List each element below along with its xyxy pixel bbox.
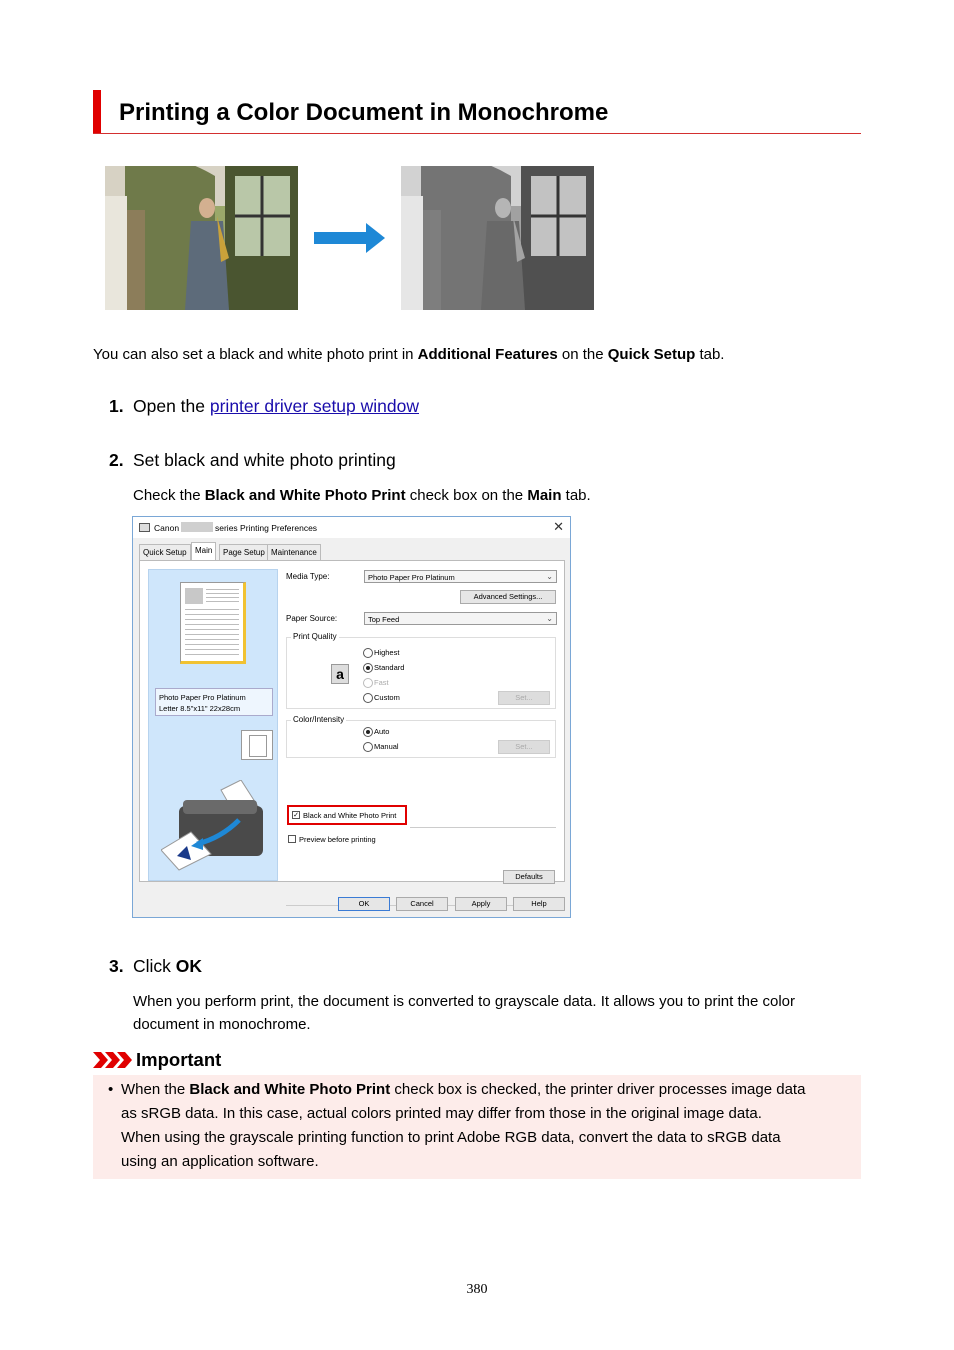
print-quality-icon: a bbox=[331, 664, 349, 684]
color-set-button[interactable]: Set... bbox=[498, 740, 550, 754]
chevron-down-icon: ⌄ bbox=[546, 614, 553, 623]
printing-preferences-dialog bbox=[132, 516, 571, 918]
checkmark-icon: ✓ bbox=[293, 812, 299, 819]
tab-maintenance[interactable]: Maintenance bbox=[267, 544, 321, 560]
paper-orientation-icon bbox=[241, 730, 273, 760]
step-3-detail: When you perform print, the document is converted to grayscale data. It allows you to print the color document in monochrome. bbox=[133, 993, 795, 1033]
dialog-title-bar: Canon series Printing Preferences ✕ bbox=[133, 517, 570, 538]
quality-custom-radio[interactable]: Custom bbox=[363, 693, 400, 702]
page-preview-image bbox=[180, 582, 246, 664]
close-icon[interactable]: ✕ bbox=[553, 519, 564, 534]
tab-page-setup[interactable]: Page Setup bbox=[219, 544, 269, 560]
divider bbox=[410, 827, 556, 828]
color-auto-radio[interactable]: Auto bbox=[363, 727, 389, 736]
print-preview-pane bbox=[148, 569, 278, 881]
chevron-down-icon: ⌄ bbox=[546, 572, 553, 581]
advanced-settings-button[interactable]: Advanced Settings... bbox=[460, 590, 556, 604]
color-intensity-group: Color/Intensity Auto Manual Set... bbox=[286, 720, 556, 758]
color-manual-radio[interactable]: Manual bbox=[363, 742, 399, 751]
printer-driver-setup-link[interactable]: printer driver setup window bbox=[209, 396, 419, 416]
important-text: When the Black and White Photo Print check box is checked, the printer driver processes image data as sRGB data. In this case, actual colors printed may differ from those in the original image data. When using the grayscale printing function to print Adobe RGB data, convert the data to sRGB data using an application software. bbox=[121, 1081, 806, 1170]
tab-main[interactable]: Main bbox=[191, 542, 216, 560]
paper-source-select[interactable]: Top Feed ⌄ bbox=[364, 612, 557, 625]
step-2-detail: Check the Black and White Photo Print check box on the Main tab. bbox=[133, 487, 591, 504]
tab-quick-setup[interactable]: Quick Setup bbox=[139, 544, 191, 560]
cancel-button[interactable]: Cancel bbox=[396, 897, 448, 911]
quality-fast-radio[interactable]: Fast bbox=[363, 678, 389, 687]
paper-source-label: Paper Source: bbox=[286, 614, 338, 623]
page-number: 380 bbox=[466, 1282, 488, 1297]
important-box: • When the Black and White Photo Print check box is checked, the printer driver processes image data as sRGB data. In this case, actual colors printed may differ from those in the original image data. When using the grayscale printing function to print Adobe RGB data, convert the data to sRGB data using an application software. bbox=[93, 1075, 861, 1179]
media-type-select[interactable]: Photo Paper Pro Platinum ⌄ bbox=[364, 570, 557, 583]
preview-before-printing-checkbox[interactable]: Preview before printing bbox=[288, 835, 376, 844]
bw-photo-print-checkbox[interactable]: ✓ Black and White Photo Print bbox=[293, 811, 397, 820]
media-type-label: Media Type: bbox=[286, 572, 330, 581]
title-accent-bar bbox=[93, 90, 101, 133]
apply-button[interactable]: Apply bbox=[455, 897, 507, 911]
quality-highest-radio[interactable]: Highest bbox=[363, 648, 399, 657]
printer-icon bbox=[139, 523, 150, 532]
print-quality-group: Print Quality a Highest Standard Fast Custom Set... bbox=[286, 637, 556, 709]
main-tab-panel bbox=[139, 560, 565, 882]
quality-standard-radio[interactable]: Standard bbox=[363, 663, 404, 672]
quality-set-button[interactable]: Set... bbox=[498, 691, 550, 705]
ok-button[interactable]: OK bbox=[338, 897, 390, 911]
help-button[interactable]: Help bbox=[513, 897, 565, 911]
page-title: Printing a Color Document in Monochrome bbox=[119, 99, 609, 126]
section-title-bar bbox=[93, 90, 861, 134]
intro-paragraph: You can also set a black and white photo print in Additional Features on the Quick Setup tab. bbox=[93, 346, 725, 363]
model-name-redacted bbox=[181, 522, 213, 532]
monochrome-photo-image bbox=[401, 166, 594, 310]
important-chevrons-icon bbox=[93, 1050, 133, 1070]
arrow-right-icon bbox=[314, 223, 386, 253]
printer-illustration-icon bbox=[161, 780, 269, 872]
color-photo-image bbox=[105, 166, 298, 310]
media-summary: Photo Paper Pro Platinum Letter 8.5"x11" 22x28cm bbox=[155, 688, 273, 716]
defaults-button[interactable]: Defaults bbox=[503, 870, 555, 884]
